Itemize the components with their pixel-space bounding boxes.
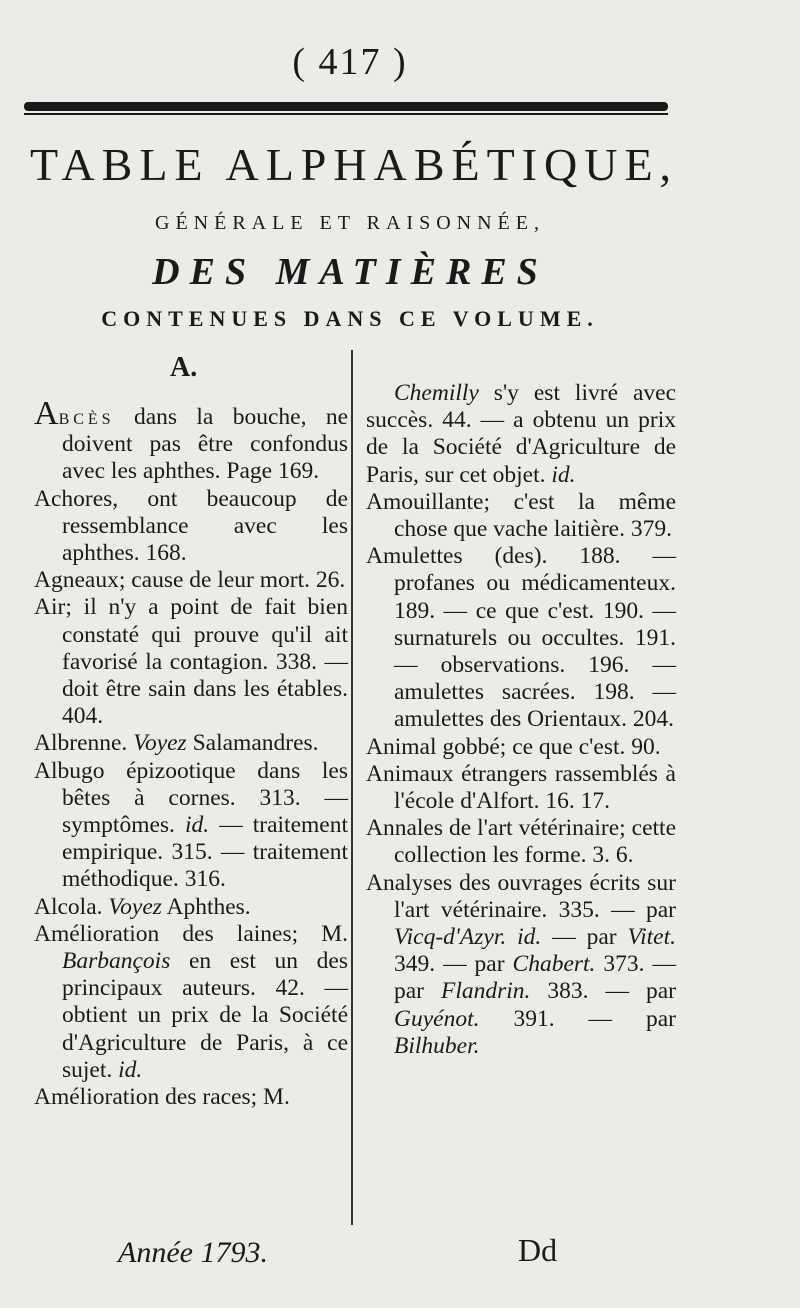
index-entry: Animal gobbé; ce que c'est. 90. <box>366 733 661 760</box>
index-entry: Annales de l'art vétérinaire; cette collection les forme. 3. 6. <box>366 815 676 869</box>
subtitle-generale: GÉNÉRALE ET RAISONNÉE, <box>155 212 545 234</box>
index-entry: Air; il n'y a point de fait bien constaté qui prouve qu'il ait favorisé la contagion. 338. — doit être sain dans les étables. 404. <box>34 594 348 730</box>
page-number: ( 417 ) <box>292 41 408 83</box>
index-entry: Amélioration des races; M. <box>34 1084 290 1111</box>
subtitle-contenues: CONTENUES DANS CE VOLUME. <box>101 306 599 331</box>
index-entry: Agneaux; cause de leur mort. 26. <box>34 567 346 594</box>
section-letter: A. <box>170 352 198 383</box>
page-title: TABLE ALPHABÉTIQUE, <box>30 139 679 190</box>
index-entry: Achores, ont beaucoup de ressemblance avec les aphthes. 168. <box>34 485 348 567</box>
footer-year: Année 1793. <box>118 1236 268 1269</box>
index-entry: Abcès dans la bouche, ne doivent pas être confondus avec les aphthes. Page 169. <box>34 395 348 485</box>
signature-mark: Dd <box>518 1232 558 1268</box>
index-entry: Alcola. Voyez Aphthes. <box>34 893 251 920</box>
index-entry: Amouillante; c'est la même chose que vache laitière. 379. <box>366 488 676 543</box>
index-entry: Albugo épizootique dans les bêtes à cornes. 313. — symptômes. id. — traitement empirique. 315. — traitement méthodique. 316. <box>34 757 348 893</box>
index-entry: Animaux étrangers rassemblés à l'école d'Alfort. 16. 17. <box>366 760 676 815</box>
left-column <box>34 395 348 1111</box>
header-rule-thick <box>24 102 668 111</box>
column-divider <box>351 350 353 1225</box>
index-entry-continuation: Chemilly s'y est livré avec succès. 44. — a obtenu un prix de la Société d'Agriculture de Paris, sur cet objet. id. <box>366 380 676 488</box>
index-entry: Analyses des ouvrages écrits sur l'art vétérinaire. 335. — par Vicq-d'Azyr. id. — par Vitet. 349. — par Chabert. 373. — par Flandrin. 383. — par Guyénot. 391. — par Bilhuber. <box>366 869 676 1059</box>
subtitle-matieres: DES MATIÈRES <box>152 251 548 293</box>
index-entry: Amulettes (des). 188. — profanes ou médicamenteux. 189. — ce que c'est. 190. — surnaturels ou occultes. 191. — observations. 196. — amulettes sacrées. 198. — amulettes des Orientaux. 204. <box>366 543 676 733</box>
right-column <box>366 380 676 1060</box>
header-rule <box>24 102 668 116</box>
header-rule-thin <box>24 113 668 115</box>
index-entry: Amélioration des laines; M. Barbançois en est un des principaux auteurs. 42. — obtient un prix de la Société d'Agriculture de Paris, à ce sujet. id. <box>34 920 348 1083</box>
index-entry: Albrenne. Voyez Salamandres. <box>34 730 319 757</box>
